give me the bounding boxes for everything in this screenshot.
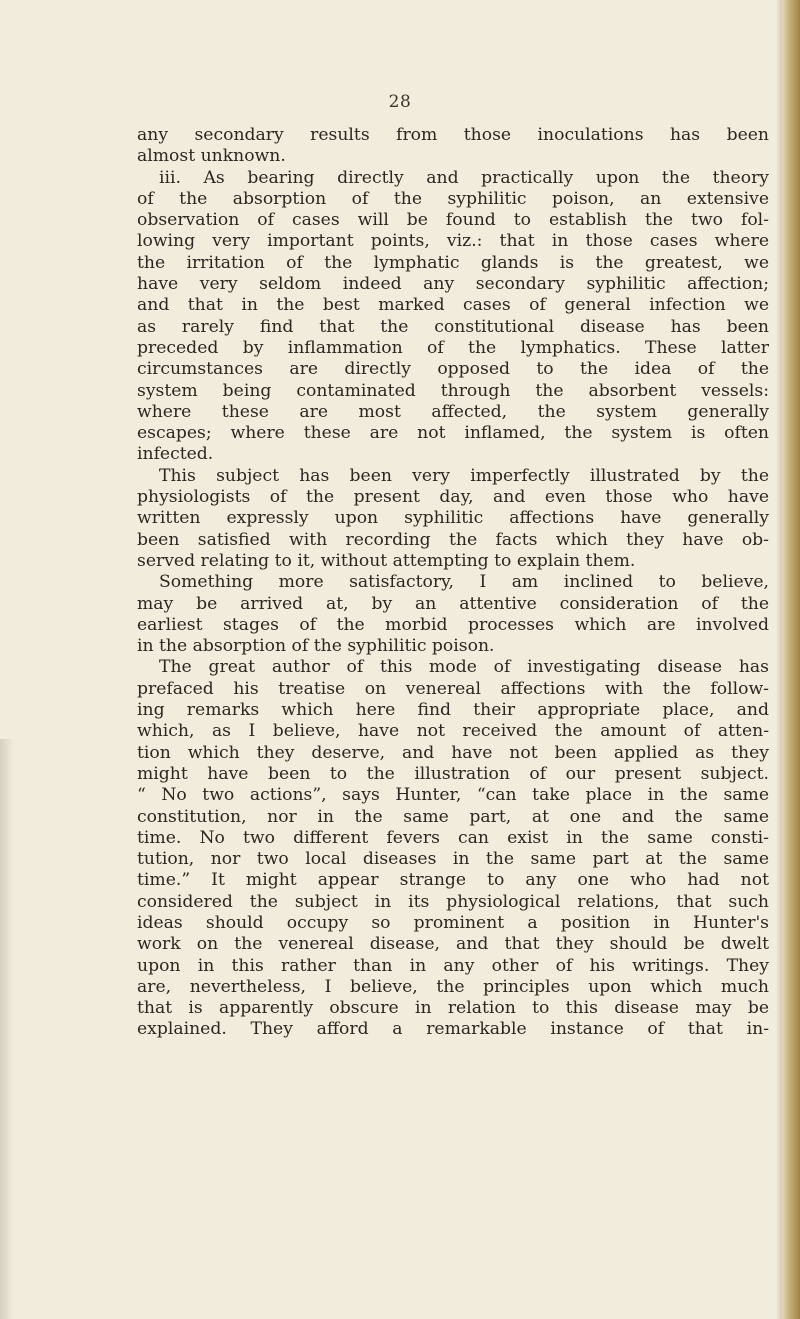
text-line: served relating to it, without attempting to explain them. — [137, 550, 636, 571]
text-line: prefaced his treatise on venereal affections with the follow- — [137, 678, 769, 699]
text-line: observation of cases will be found to establish the two fol- — [137, 210, 769, 231]
text-line: explained. They afford a remarkable instance of that in- — [137, 1019, 769, 1040]
text-line: which, as I believe, have not received the amount of atten- — [137, 721, 769, 742]
text-line: infected. — [137, 444, 214, 465]
text-line: work on the venereal disease, and that they should be dwelt — [137, 934, 769, 955]
text-line: been satisfied with recording the facts which they have ob- — [137, 529, 769, 550]
text-line: lowing very important points, viz.: that in those cases where — [137, 231, 769, 252]
text-line: system being contaminated through the absorbent vessels: — [137, 380, 769, 401]
text-line: and that in the best marked cases of general infection we — [137, 295, 769, 316]
text-line: tution, nor two local diseases in the same part at the same — [137, 849, 769, 870]
text-line: “ No two actions”, says Hunter, “can take place in the same — [137, 785, 769, 806]
text-line: in the absorption of the syphilitic poison. — [137, 636, 495, 657]
text-line: The great author of this mode of investigating disease has — [159, 657, 769, 678]
page-gutter-shadow — [0, 739, 14, 1319]
text-line: escapes; where these are not inflamed, the system is often — [137, 423, 769, 444]
text-line: any secondary results from those inoculations has been — [137, 125, 769, 145]
page-number: 28 — [388, 92, 412, 112]
text-line: constitution, nor in the same part, at one and the same — [137, 806, 769, 827]
body-text — [137, 125, 769, 1041]
text-line: of the absorption of the syphilitic poison, an extensive — [137, 188, 769, 209]
page-edge — [782, 0, 800, 1319]
text-line: may be arrived at, by an attentive consideration of the — [137, 593, 769, 614]
text-line: time.” It might appear strange to any one who had not — [137, 870, 769, 891]
text-line: considered the subject in its physiological relations, that such — [137, 891, 769, 912]
text-line: written expressly upon syphilitic affections have generally — [137, 508, 769, 529]
text-line: physiologists of the present day, and even those who have — [137, 487, 769, 508]
text-line: that is apparently obscure in relation to this disease may be — [137, 998, 769, 1019]
text-line: the irritation of the lymphatic glands is the greatest, we — [137, 252, 769, 273]
text-line: are, nevertheless, I believe, the principles upon which much — [137, 976, 769, 997]
text-line: as rarely find that the constitutional disease has been — [137, 316, 769, 337]
text-line: iii. As bearing directly and practically upon the theory — [159, 167, 769, 188]
text-line: tion which they deserve, and have not been applied as they — [137, 742, 769, 763]
text-line: time. No two different fevers can exist in the same consti- — [137, 827, 769, 848]
text-line: earliest stages of the morbid processes which are involved — [137, 614, 769, 635]
text-line: circumstances are directly opposed to the idea of the — [137, 359, 769, 380]
text-line: This subject has been very imperfectly illustrated by the — [159, 465, 769, 486]
text-line: upon in this rather than in any other of his writings. They — [137, 955, 769, 976]
text-line: Something more satisfactory, I am inclined to believe, — [159, 572, 769, 593]
text-line: where these are most affected, the system generally — [137, 401, 769, 422]
text-line: have very seldom indeed any secondary syphilitic affection; — [137, 274, 769, 295]
text-line: ing remarks which here find their appropriate place, and — [137, 700, 769, 721]
text-line: preceded by inflammation of the lymphatics. These latter — [137, 337, 769, 358]
text-line: might have been to the illustration of our present subject. — [137, 763, 769, 784]
text-line: almost unknown. — [137, 146, 286, 167]
text-line: ideas should occupy so prominent a position in Hunter's — [137, 912, 769, 933]
